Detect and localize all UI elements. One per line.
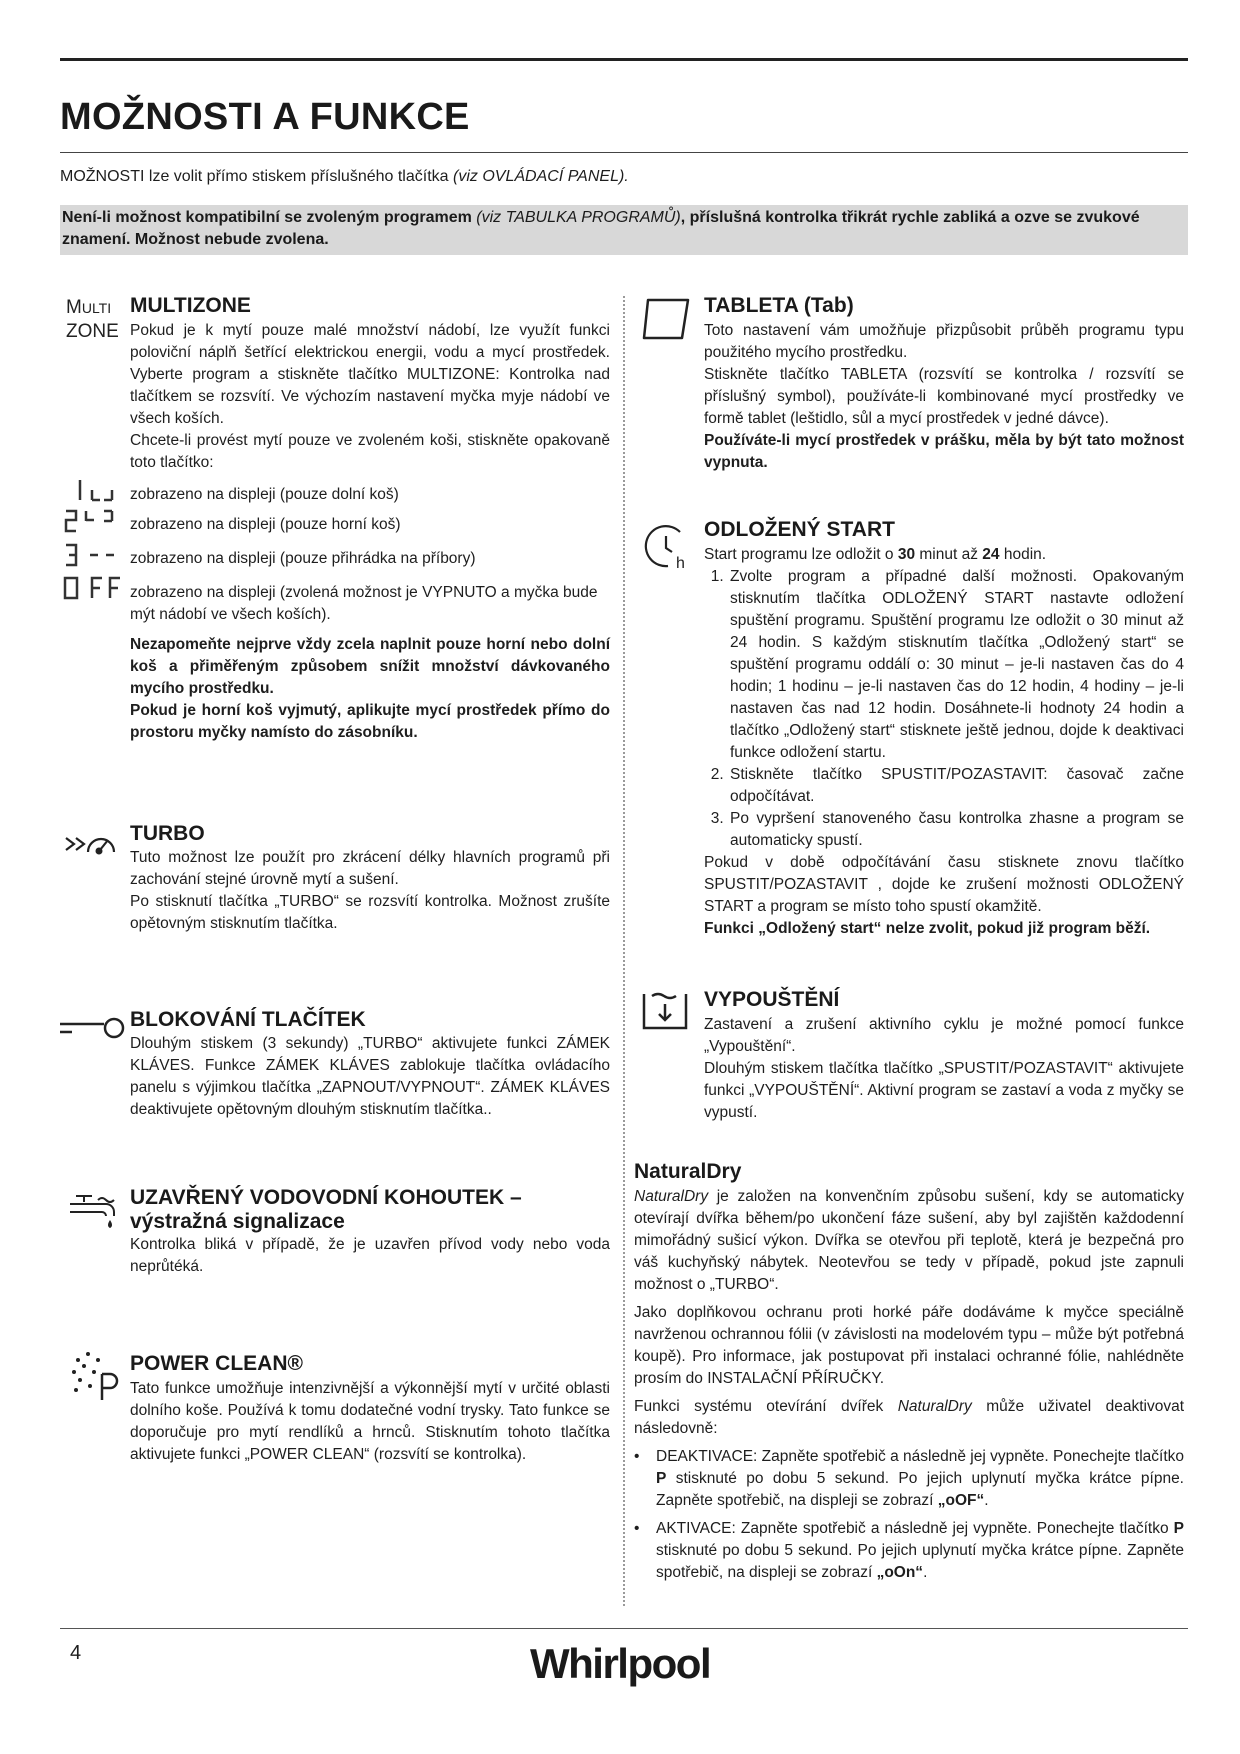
title-rule — [60, 152, 1188, 153]
naturaldry-body: NaturalDry je založen na konvenčním způsobu sušení, kdy se automaticky otevírají dvířka během/po ukončení fáze sušení, aby byl zajištěn každodenní mimořádný sušicí výkon. Dvířka se otevřou při teplotě, která je bezpečná pro váš kuchyňský nábytek. Neotevřou se tedy v případě, pokud jste zapnuli možnost o „TURBO“. Jako doplňkovou ochranu proti horké páře dodáváme k myčce speciálně navrženou ochrannou fólii (v závislosti na modelovém typu – může být potřebná koupě). Pro informace, jak postupovat při instalaci ochranné fólie, nahlédněte prosím do INSTALAČNÍ PŘÍRUČKY. Funkci systému otevírání dvířek NaturalDry může uživatel deaktivovat následovně: • DEAKTIVACE: Zapněte spotřebič a následně jej vypněte. Ponechejte tlačítko P stisknuté po dobu 5 sekund. Po jejich uplynutí myčka krátce pípne. Zapněte spotřebič, na displeji se zobrazí „oOF“. • AKTIVACE: Zapněte spotřebič a následně jej vypněte. Ponechejte tlačítko P stisknuté po dobu 5 sekund. Po jejich uplynutí myčka krátce pípne. Zapněte spotřebič, na displeji se zobrazí „oOn“. — [634, 1186, 1184, 1590]
tablet-title: TABLETA (Tab) — [704, 294, 854, 317]
multizone-title: MULTIZONE — [130, 294, 251, 317]
multizone-warning: Nezapomeňte nejprve vždy zcela naplnit pouze horní nebo dolní koš a přiměřeným způsobem snížit množství dávkovaného mycího prostředku. Pokud je horní koš vyjmutý, aplikujte mycí prostředek přímo do prostoru myčky namísto do zásobníku. — [130, 636, 610, 741]
list-item-deactivation: • DEAKTIVACE: Zapněte spotřebič a následně jej vypněte. Ponechejte tlačítko P stisknuté po dobu 5 sekund. Po jejich uplynutí myčka krátce pípne. Zapněte spotřebič, na displeji se zobrazí „oOF“. — [656, 1446, 1184, 1512]
bottom-rule — [60, 1628, 1188, 1629]
tap-body: Kontrolka bliká v případě, že je uzavřen přívod vody nebo voda neprůtéká. — [130, 1236, 610, 1275]
power-clean-icon — [70, 1350, 120, 1404]
delay-start-icon — [642, 522, 696, 572]
drain-icon — [640, 990, 696, 1034]
lock-body: Dlouhým stiskem (3 sekundy) „TURBO“ aktivujete funkci ZÁMEK KLÁVES. Funkce ZÁMEK KLÁVES zablokuje tlačítka ovládacího panelu s výjimkou tlačítka „ZAPNOUT/VYPNOUT“. ZÁMEK KLÁVES deaktivujete opětovným dlouhým stisknutím tlačítka.. — [130, 1035, 610, 1118]
intro-text: MOŽNOSTI lze volit přímo stiskem příslušného tlačítka (viz OVLÁDACÍ PANEL). — [60, 168, 629, 185]
power-clean-body: Tato funkce umožňuje intenzivnější a výkonnější mytí v určité oblasti dolního koše. Používá k tomu dodatečné vodní trysky. Tato funkce se doporučuje pro mytí rendlíků a hrnců. Stisknutím tohoto tlačítka aktivujete funkci „POWER CLEAN“ (rozsvítí se kontrolka). — [130, 1380, 610, 1463]
lock-title: BLOKOVÁNÍ TLAČÍTEK — [130, 1008, 366, 1031]
compatibility-note: Není-li možnost kompatibilní se zvoleným programem (viz TABULKA PROGRAMŮ), příslušná kontrolka třikrát rychle zabliká a ozve se zvukové znamení. Možnost nebude zvolena. — [60, 205, 1188, 255]
multizone-icon: MULTI ZONE — [66, 297, 119, 342]
naturaldry-title: NaturalDry — [634, 1160, 742, 1183]
turbo-body: Tuto možnost lze použít pro zkrácení délky hlavních programů při zachování stejné úrovně mytí a sušení. Po stisknutí tlačítka „TURBO“ se rozsvítí kontrolka. Možnost zrušíte opětovným stisknutím tlačítka. — [130, 849, 610, 932]
turbo-icon — [62, 828, 122, 860]
delay-start-body: Start programu lze odložit o 30 minut až 24 hodin. 1. Zvolte program a případné další možnosti. Opakovaným stisknutím tlačítka ODLOŽENÝ START nastavte odložení spuštění programu. Spuštění programu lze odložit o 30 minut až 24 hodin. S každým stisknutím tlačítka „Odložený start“ se spuštění programu oddálí o: 30 minut – je-li nastaven čas do 4 hodin; 1 hodinu – je-li nastaven čas do 12 hodin, 4 hodiny – je-li nastaven čas nad 12 hodin. Dosáhnete-li hodnoty 24 hodin a tlačítko „Odložený start“ stisknete ještě jednou, dojde k deaktivaci funkce odložení startu. 2. Stiskněte tlačítko SPUSTIT/POZASTAVIT: časovač začne odpočítávat. 3. Po vypršení stanoveného času kontrolka zhasne a program se automaticky spustí. Pokud v době odpočítávání času stisknete znovu tlačítko SPUSTIT/POZASTAVIT , dojde ke zrušení možnosti ODLOŽENÝ START a program se místo toho spustí okamžitě. Funkci „Odložený start“ nelze zvolit, pokud již program běží. — [704, 544, 1184, 940]
display-1-icon — [62, 478, 122, 502]
svg-text:h: h — [676, 555, 685, 572]
drain-title: VYPOUŠTĚNÍ — [704, 988, 840, 1011]
display-4-text: zobrazeno na displeji (zvolená možnost je VYPNUTO a myčka bude mýt nádobí ve všech koších). — [130, 584, 598, 623]
delay-steps — [704, 566, 1184, 852]
power-clean-title: POWER CLEAN® — [130, 1352, 303, 1375]
display-4-icon — [62, 575, 122, 601]
top-rule — [60, 58, 1188, 61]
drain-body: Zastavení a zrušení aktivního cyklu je možné pomocí funkce „Vypouštění“. Dlouhým stiskem tlačítka tlačítko „SPUSTIT/POZASTAVIT“ aktivujete funkci „VYPOUŠTĚNÍ“. Aktivní program se zastaví a voda z myčky se vypustí. — [704, 1016, 1184, 1121]
delay-step-3: 3. Po vypršení stanoveného času kontrolka zhasne a program se automaticky spustí. — [728, 808, 1184, 852]
list-item-activation: • AKTIVACE: Zapněte spotřebič a následně jej vypněte. Ponechejte tlačítko P stisknuté po dobu 5 sekund. Po jejich uplynutí myčka krátce pípne. Zapněte spotřebič, na displeji se zobrazí „oOn“. — [656, 1518, 1184, 1584]
delay-step-2: 2. Stiskněte tlačítko SPUSTIT/POZASTAVIT: časovač začne odpočítávat. — [728, 764, 1184, 808]
whirlpool-logo — [520, 1630, 720, 1694]
water-tap-icon — [66, 1190, 122, 1230]
svg-text:Whirlpool: Whirlpool — [530, 1640, 711, 1687]
lock-icon — [58, 1014, 126, 1042]
display-1-text: zobrazeno na displeji (pouze dolní koš) — [130, 486, 399, 503]
tablet-icon — [640, 296, 696, 346]
delay-start-title: ODLOŽENÝ START — [704, 518, 895, 541]
page-number: 4 — [70, 1642, 82, 1664]
naturaldry-list — [634, 1446, 1184, 1584]
display-3-text: zobrazeno na displeji (pouze přihrádka na příbory) — [130, 550, 476, 567]
display-2-icon — [62, 508, 122, 534]
display-3-icon — [62, 542, 122, 568]
display-2-text: zobrazeno na displeji (pouze horní koš) — [130, 516, 401, 533]
turbo-title: TURBO — [130, 822, 205, 845]
multizone-body: Pokud je k mytí pouze malé množství nádobí, lze využít funkci poloviční náplň šetřící elektrickou energii, vodu a mycí prostředek. Vyberte program a stiskněte tlačítko MULTIZONE: Kontrolka nad tlačítkem se rozsvítí. Ve výchozím nastavení myčka myje nádobí ve všech koších. Chcete-li provést mytí pouze ve zvoleném koši, stiskněte opakovaně toto tlačítko: — [130, 322, 610, 471]
tap-title: UZAVŘENÝ VODOVODNÍ KOHOUTEK – výstražná signalizace — [130, 1186, 522, 1233]
column-divider — [623, 296, 625, 1606]
tablet-body: Toto nastavení vám umožňuje přizpůsobit průběh programu typu použitého mycího prostředku. Stiskněte tlačítko TABLETA (rozsvítí se kontrolka / rozsvítí se příslušný symbol), používáte-li kombinované mycí prostředky ve formě tablet (leštidlo, sůl a mycí prostředek v jedné dávce). Používáte-li mycí prostředek v prášku, měla by být tato možnost vypnuta. — [704, 322, 1184, 471]
delay-step-1: 1. Zvolte program a případné další možnosti. Opakovaným stisknutím tlačítka ODLOŽENÝ START nastavte odložení spuštění programu. Spuštění programu lze odložit o 30 minut až 24 hodin. S každým stisknutím tlačítka „Odložený start“ se spuštění programu oddálí o: 30 minut – je-li nastaven čas do 4 hodin; 1 hodinu – je-li nastaven čas do 12 hodin, 4 hodiny – je-li nastaven čas nad 12 hodin. Dosáhnete-li hodnoty 24 hodin a tlačítko „Odložený start“ stisknete ještě jednou, dojde k deaktivaci funkce odložení startu. — [728, 566, 1184, 764]
page-title: MOŽNOSTI A FUNKCE — [60, 96, 470, 138]
